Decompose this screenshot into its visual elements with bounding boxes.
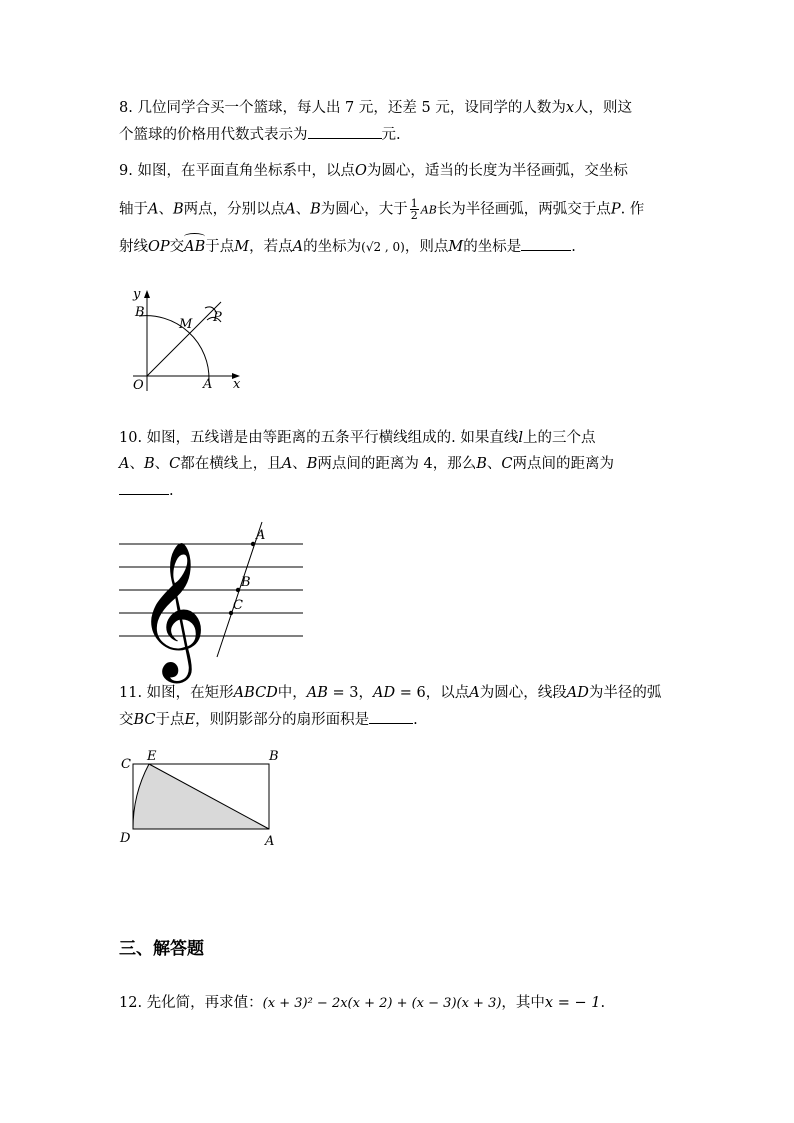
point-c-label: C [233, 598, 243, 613]
q11-line1: 11. 如图，在矩形ABCD中，AB = 3，AD = 6，以点A为圆心，线段AD为半径的弧 [119, 685, 662, 701]
q9-line2: 轴于A、B两点，分别以点A、B为圆心，大于 $\frac{1}{2}$ AB长为半径画弧，两弧交于点P. 作 [119, 197, 645, 222]
point-b-label: B [135, 305, 145, 320]
q12-line: 12. 先化简，再求值：(x + 3)² − 2x(x + 2) + (x − 3)(x + 3)，其中x = − 1. [119, 995, 606, 1011]
point-b-label: B [269, 749, 279, 764]
y-axis-label: y [133, 287, 141, 302]
point-a-label: A [265, 834, 275, 849]
answer-blank[interactable] [119, 480, 169, 495]
arc-ab: AB [184, 239, 205, 255]
answer-blank[interactable] [521, 236, 571, 251]
answer-blank[interactable] [308, 124, 382, 139]
rectangle-figure [117, 748, 287, 848]
x-axis-label: x [233, 377, 241, 392]
coordinate-figure [125, 286, 255, 401]
expression: (x + 3)² − 2x(x + 2) + (x − 3)(x + 3) [262, 996, 502, 1011]
fraction-half: $\frac{1}{2}$ [410, 197, 418, 222]
point-d-label: D [120, 831, 131, 846]
point-m-label: M [179, 317, 193, 332]
q9-line1: 9. 如图，在平面直角坐标系中，以点O为圆心，适当的长度为半径画弧，交坐标 [119, 163, 628, 179]
treble-clef-icon: 𝄞 [137, 539, 207, 677]
point-e-label: E [147, 749, 157, 764]
point-o-label: O [133, 378, 144, 393]
point-p-label: P [213, 310, 222, 325]
answer-blank[interactable] [369, 709, 413, 724]
q8-line1: 8. 几位同学合买一个篮球，每人出 7 元，还差 5 元，设同学的人数为x人，则这 [119, 100, 633, 116]
staff-figure [119, 517, 309, 677]
q10-line2: A、B、C都在横线上，且A、B两点间的距离为 4，那么B、C两点间的距离为 [119, 456, 614, 472]
q9-line3: 射线OP交 AB于点M，若点A的坐标为(√2 , 0)，则点M的坐标是 . [119, 236, 576, 257]
section-heading: 三、解答题 [119, 939, 204, 959]
q11-line2: 交BC于点E，则阴影部分的扇形面积是 . [119, 709, 418, 730]
q10-line3: . [119, 480, 174, 501]
point-b-label: B [241, 575, 251, 590]
point-a-label: A [203, 377, 213, 392]
q8-line2: 个篮球的价格用代数式表示为 元. [119, 124, 401, 145]
q10-line1: 10. 如图，五线谱是由等距离的五条平行横线组成的. 如果直线l上的三个点 [119, 430, 596, 446]
point-c-label: C [121, 757, 131, 772]
point-a-label: A [256, 528, 266, 543]
